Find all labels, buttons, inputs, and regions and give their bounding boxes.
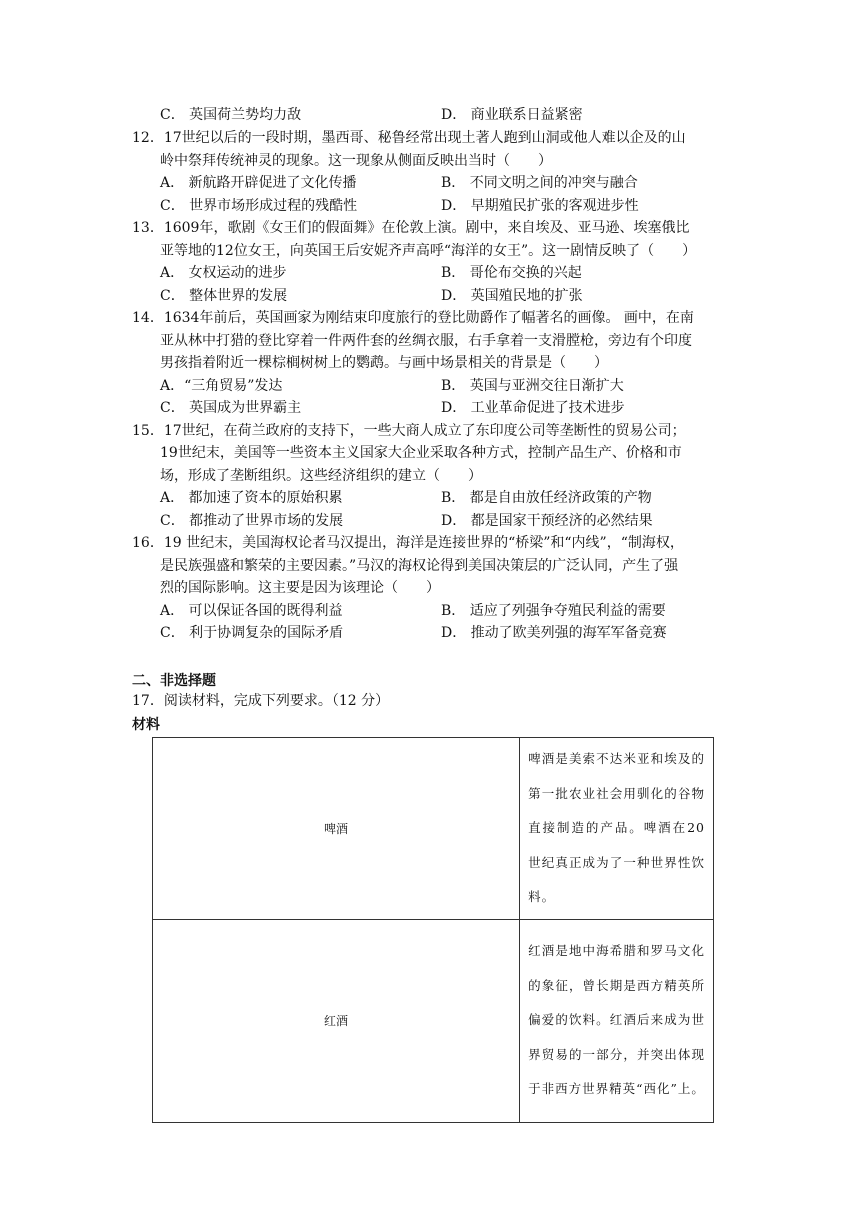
- q14-stem-line-1: 14．1634年前后，英国画家为刚结束印度旅行的登比勋爵作了幅著名的画像。 画中，在南: [132, 310, 694, 326]
- q14-option-c: C． 英国成为世界霸主: [160, 400, 302, 416]
- q13-option-c: C． 整体世界的发展: [160, 288, 288, 304]
- material-name-beer: 啤酒: [153, 738, 520, 920]
- q13-option-d: D． 英国殖民地的扩张: [441, 288, 583, 304]
- q12-stem-line-2: 岭中祭拜传统神灵的现象。这一现象从侧面反映出当时（ ）: [160, 153, 552, 169]
- section-title: 二、非选择题: [132, 673, 216, 689]
- q14-option-a: A．“三角贸易”发达: [160, 378, 283, 394]
- q17-stem: 17．阅读材料，完成下列要求。（12 分）: [132, 693, 390, 709]
- q16-option-b: B． 适应了列强争夺殖民利益的需要: [441, 603, 666, 619]
- q13-option-b: B． 哥伦布交换的兴起: [441, 265, 582, 281]
- q15-option-c: C． 都推动了世界市场的发展: [160, 513, 344, 529]
- material-table: [152, 737, 714, 1123]
- q16-stem-line-3: 烈的国际影响。这主要是因为该理论（ ）: [160, 580, 440, 596]
- q16-stem-line-1: 16．19 世纪末，美国海权论者马汉提出，海洋是连接世界的“桥梁”和“内线”，“制海权，: [132, 535, 684, 551]
- q16-option-c: C． 利于协调复杂的国际矛盾: [160, 625, 344, 641]
- q12-option-d: D． 早期殖民扩张的客观进步性: [441, 198, 639, 214]
- material-name-wine: 红酒: [153, 919, 520, 1122]
- q12-option-a: A． 新航路开辟促进了文化传播: [160, 175, 357, 191]
- q14-stem-line-3: 男孩指着附近一棵棕榈树树上的鹦鹉。与画中场景相关的背景是（ ）: [160, 355, 608, 371]
- material-desc-wine: 红酒是地中海希腊和罗马文化的象征，曾长期是西方精英所偏爱的饮料。红酒后来成为世界贸易的一部分，并突出体现于非西方世界精英“西化”上。: [520, 919, 714, 1122]
- q16-option-d: D． 推动了欧美列强的海军军备竞赛: [441, 625, 667, 641]
- q14-option-d: D． 工业革命促进了技术进步: [441, 400, 625, 416]
- q11-option-c: C． 英国荷兰势均力敌: [160, 107, 302, 123]
- q15-stem-line-1: 15．17世纪，在荷兰政府的支持下，一些大商人成立了东印度公司等垄断性的贸易公司；: [132, 423, 686, 439]
- q15-stem-line-2: 19世纪末，美国等一些资本主义国家大企业采取各种方式，控制产品生产、价格和市: [160, 445, 682, 461]
- q16-option-a: A． 可以保证各国的既得利益: [160, 603, 343, 619]
- material-row-beer: [153, 738, 714, 920]
- q15-option-b: B． 都是自由放任经济政策的产物: [441, 490, 652, 506]
- material-label: 材料: [132, 717, 160, 733]
- q12-option-c: C． 世界市场形成过程的残酷性: [160, 198, 358, 214]
- q14-stem-line-2: 亚从林中打猎的登比穿着一件两件套的丝绸衣服，右手拿着一支滑膛枪，旁边有个印度: [160, 333, 692, 349]
- material-desc-beer: 啤酒是美索不达米亚和埃及的第一批农业社会用驯化的谷物直接制造的产品。啤酒在20世纪真正成为了一种世界性饮料。: [520, 738, 714, 920]
- q12-stem-line-1: 12．17世纪以后的一段时期，墨西哥、秘鲁经常出现土著人跑到山洞或他人难以企及的山: [132, 130, 686, 146]
- q13-stem-line-1: 13．1609年，歌剧《女王们的假面舞》在伦敦上演。剧中，来自埃及、亚马逊、埃塞俄比: [132, 220, 690, 236]
- q15-stem-line-3: 场，形成了垄断组织。这些经济组织的建立（ ）: [160, 468, 482, 484]
- material-row-wine: [153, 919, 714, 1122]
- q11-option-d: D． 商业联系日益紧密: [441, 107, 583, 123]
- q13-stem-line-2: 亚等地的12位女王，向英国王后安妮齐声高呼“海洋的女王”。这一剧情反映了（ ）: [160, 243, 697, 259]
- q15-option-a: A． 都加速了资本的原始积累: [160, 490, 343, 506]
- q15-option-d: D． 都是国家干预经济的必然结果: [441, 513, 653, 529]
- q14-option-b: B． 英国与亚洲交往日渐扩大: [441, 378, 624, 394]
- q16-stem-line-2: 是民族强盛和繁荣的主要因素。”马汉的海权论得到美国决策层的广泛认同，产生了强: [160, 558, 679, 574]
- q13-option-a: A． 女权运动的进步: [160, 265, 287, 281]
- q12-option-b: B． 不同文明之间的冲突与融合: [441, 175, 638, 191]
